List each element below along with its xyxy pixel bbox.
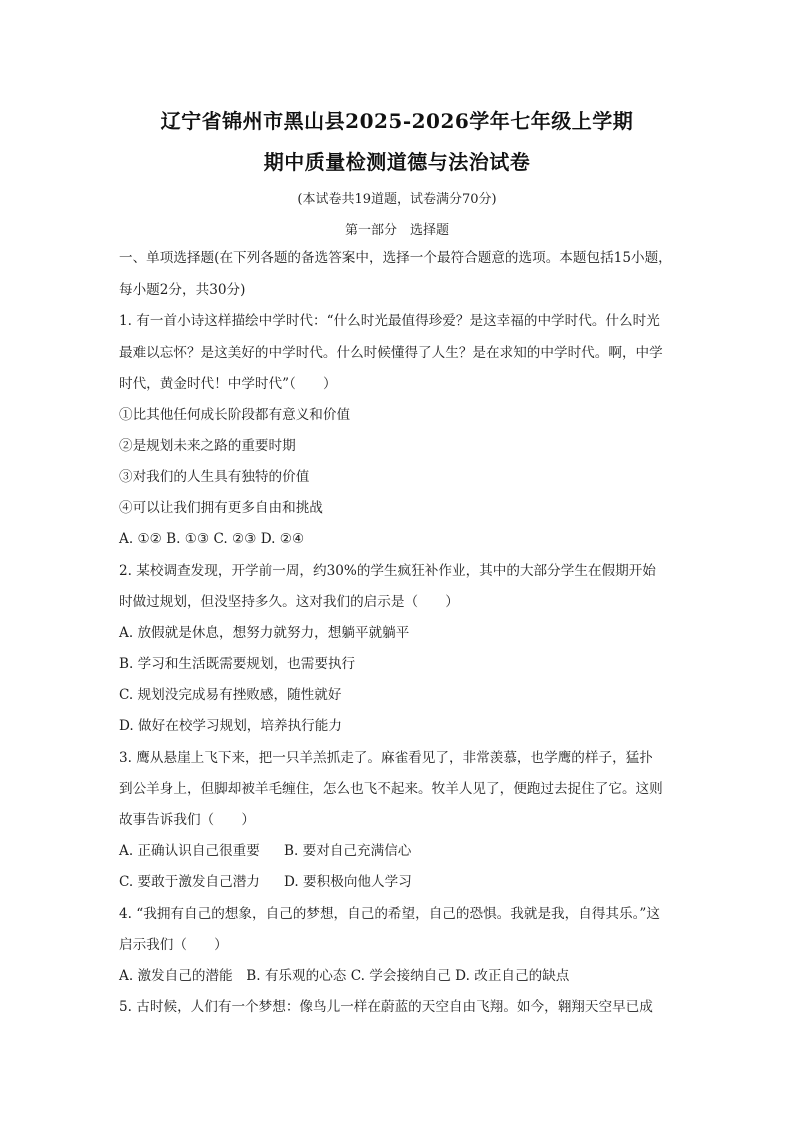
q5-stem-line1: 5. 古时候，人们有一个梦想：像鸟儿一样在蔚蓝的天空自由飞翔。如今，翱翔天空早已成 — [119, 999, 653, 1015]
q3-option-d: D. 要积极向他人学习 — [284, 874, 412, 890]
section-instruction-line1: 一、单项选择题(在下列各题的备选答案中，选择一个最符合题意的选项。本题包括15小题， — [119, 250, 672, 266]
exam-title-line1: 辽宁省锦州市黑山县2025-2026学年七年级上学期 — [160, 109, 634, 133]
q3-option-c: C. 要敢于激发自己潜力 — [119, 874, 260, 890]
q3-stem-line3: 故事告诉我们（ ） — [119, 812, 255, 828]
q2-option-c: C. 规划没完成易有挫败感，随性就好 — [119, 687, 342, 703]
q1-stem-line3: 时代，黄金时代！中学时代”（ ） — [119, 376, 337, 392]
q2-option-a: A. 放假就是休息，想努力就努力，想躺平就躺平 — [119, 625, 410, 641]
q1-item-1: ①比其他任何成长阶段都有意义和价值 — [119, 407, 351, 423]
exam-title-line2: 期中质量检测道德与法治试卷 — [263, 150, 531, 174]
q4-options: A. 激发自己的潜能 B. 有乐观的心态 C. 学会接纳自己 D. 改正自己的缺点 — [119, 968, 570, 984]
q1-item-2: ②是规划未来之路的重要时期 — [119, 438, 296, 454]
section-instruction-line2: 每小题2分，共30分) — [119, 282, 246, 298]
q2-option-b: B. 学习和生活既需要规划，也需要执行 — [119, 656, 356, 672]
q4-stem-line2: 启示我们（ ） — [119, 937, 228, 953]
q2-option-d: D. 做好在校学习规划，培养执行能力 — [119, 718, 342, 734]
q1-stem-line2: 最难以忘怀？是这美好的中学时代。什么时候懂得了人生？是在求知的中学时代。啊，中学 — [119, 345, 663, 361]
q3-option-a: A. 正确认识自己很重要 — [119, 843, 260, 859]
q4-stem-line1: 4. “我拥有自己的想象，自己的梦想，自己的希望，自己的恐惧。我就是我，自得其乐。”这 — [119, 906, 660, 922]
q3-options-row1 — [119, 841, 679, 861]
exam-subtitle: (本试卷共19道题，试卷满分70分) — [297, 192, 497, 207]
q3-options-row2 — [119, 872, 679, 892]
q1-item-4: ④可以让我们拥有更多自由和挑战 — [119, 500, 323, 516]
part-heading: 第一部分 选择题 — [344, 223, 449, 238]
q2-stem-line1: 2. 某校调查发现，开学前一周，约30%的学生疯狂补作业，其中的大部分学生在假期开始 — [119, 563, 656, 579]
q1-stem-line1: 1. 有一首小诗这样描绘中学时代：“什么时光最值得珍爱？是这幸福的中学时代。什么时光 — [119, 313, 660, 329]
q2-stem-line2: 时做过规划，但没坚持多久。这对我们的启示是（ ） — [119, 594, 459, 610]
q1-item-3: ③对我们的人生具有独特的价值 — [119, 469, 310, 485]
q3-stem-line2: 到公羊身上，但脚却被羊毛缠住，怎么也飞不起来。牧羊人见了，便跑过去捉住了它。这则 — [119, 781, 663, 797]
q3-option-b: B. 要对自己充满信心 — [284, 843, 412, 859]
q3-stem-line1: 3. 鹰从悬崖上飞下来，把一只羊羔抓走了。麻雀看见了，非常羡慕，也学鹰的样子，猛扑 — [119, 750, 653, 766]
q1-options: A. ①② B. ①③ C. ②③ D. ②④ — [119, 531, 305, 547]
